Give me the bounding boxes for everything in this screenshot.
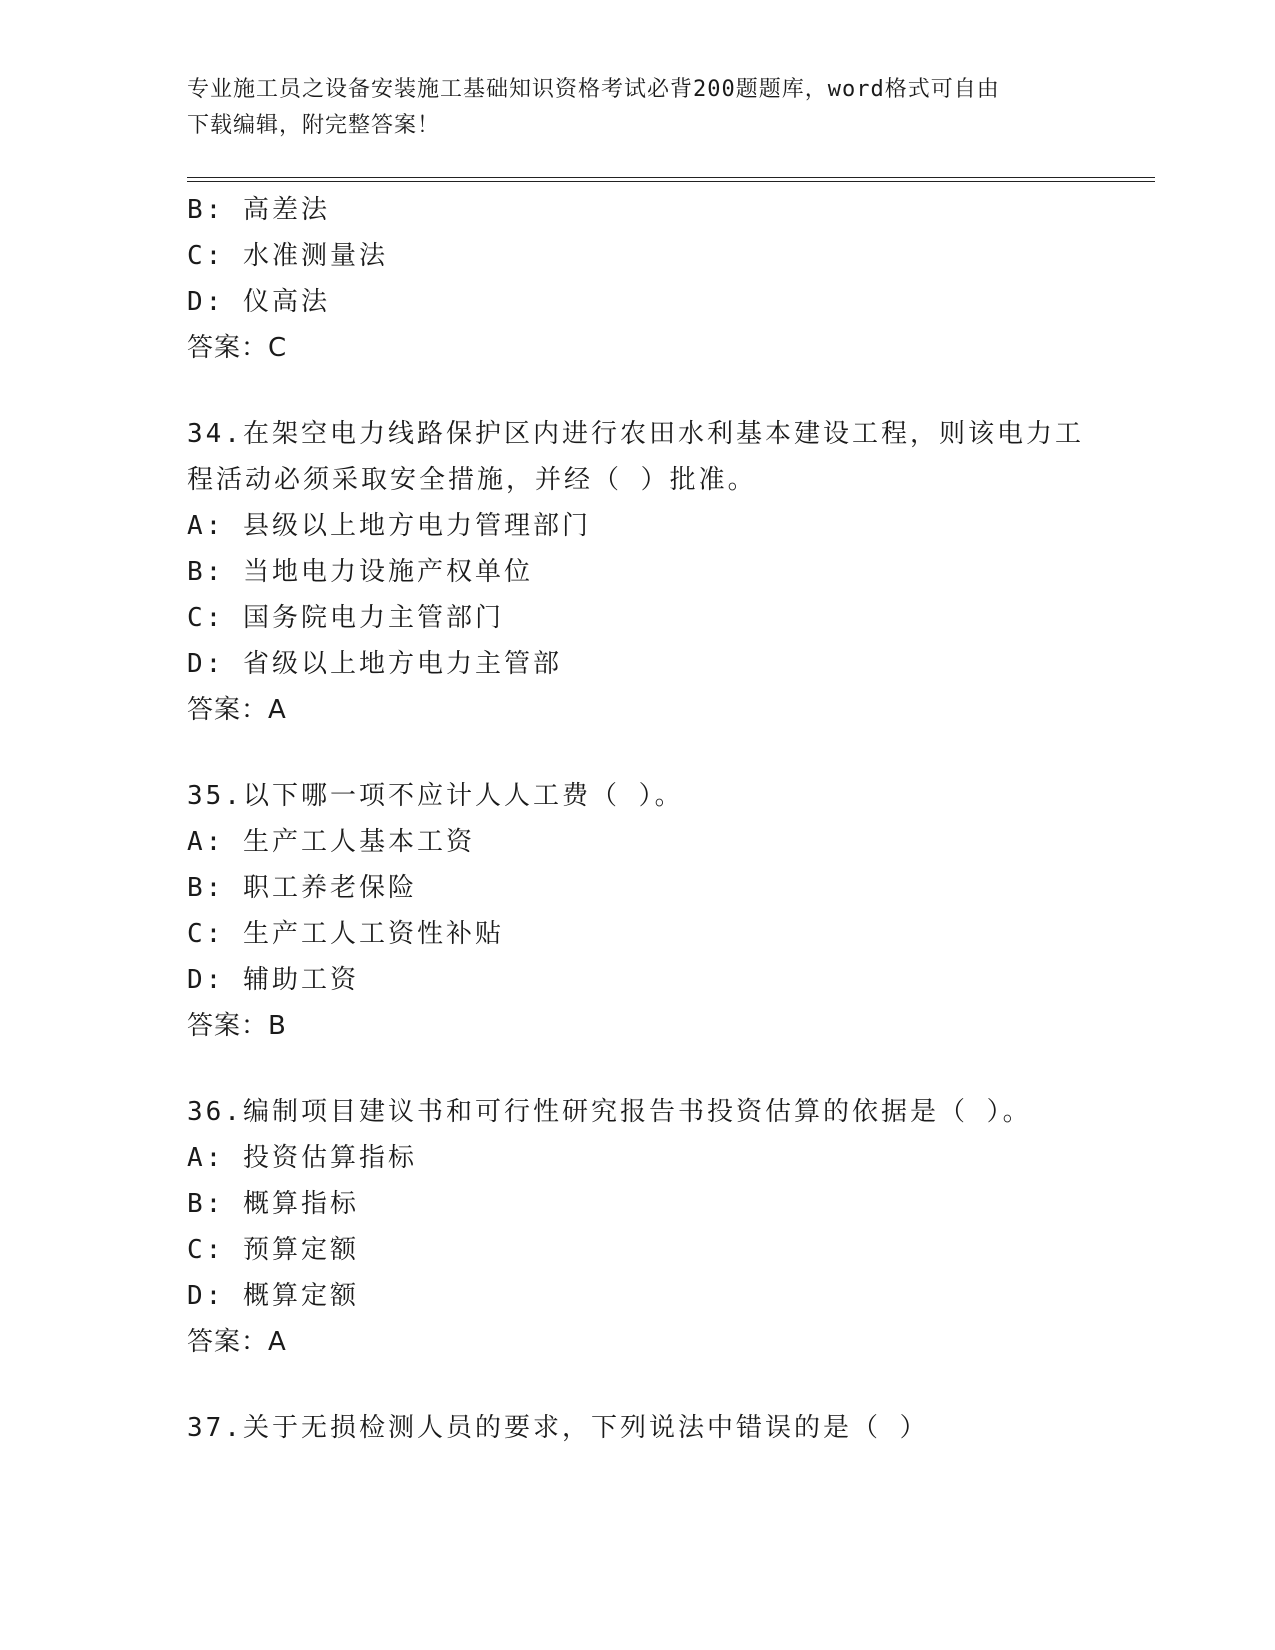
- option-c: C: 预算定额: [187, 1235, 359, 1265]
- option-d: D: 仪高法: [187, 287, 330, 317]
- option-a: A: 县级以上地方电力管理部门: [187, 511, 591, 541]
- option-a: A: 投资估算指标: [187, 1143, 417, 1173]
- document-header: [187, 72, 1087, 144]
- header-rule-bottom: [187, 181, 1155, 182]
- question-text: 程活动必须采取安全措施，并经（ ）批准。: [187, 465, 757, 495]
- question-34: [187, 411, 1087, 733]
- option-c: C: 水准测量法: [187, 241, 388, 271]
- option-d: D: 辅助工资: [187, 965, 359, 995]
- question-content: [187, 187, 1087, 1451]
- question-33-tail: [187, 187, 1087, 371]
- question-37: [187, 1405, 1087, 1451]
- answer: 答案：C: [187, 333, 288, 363]
- option-b: B: 概算指标: [187, 1189, 359, 1219]
- answer: 答案：A: [187, 695, 287, 725]
- option-b: B: 当地电力设施产权单位: [187, 557, 533, 587]
- answer: 答案：A: [187, 1327, 287, 1357]
- option-b: B: 高差法: [187, 195, 330, 225]
- question-text: 36.编制项目建议书和可行性研究报告书投资估算的依据是（ ）。: [187, 1097, 1032, 1127]
- question-36: [187, 1089, 1087, 1365]
- header-line-2: 下载编辑，附完整答案！: [187, 113, 441, 138]
- option-d: D: 概算定额: [187, 1281, 359, 1311]
- option-a: A: 生产工人基本工资: [187, 827, 475, 857]
- question-text: 34.在架空电力线路保护区内进行农田水利基本建设工程，则该电力工: [187, 419, 1084, 449]
- answer: 答案：B: [187, 1011, 287, 1041]
- option-c: C: 国务院电力主管部门: [187, 603, 504, 633]
- question-text: 35.以下哪一项不应计人人工费（ ）。: [187, 781, 684, 811]
- question-35: [187, 773, 1087, 1049]
- header-line-1: 专业施工员之设备安装施工基础知识资格考试必背200题题库，word格式可自由: [187, 77, 1000, 102]
- question-text: 37.关于无损检测人员的要求，下列说法中错误的是（ ）: [187, 1413, 929, 1443]
- option-c: C: 生产工人工资性补贴: [187, 919, 504, 949]
- header-rule-top: [187, 177, 1155, 178]
- option-b: B: 职工养老保险: [187, 873, 417, 903]
- option-d: D: 省级以上地方电力主管部: [187, 649, 562, 679]
